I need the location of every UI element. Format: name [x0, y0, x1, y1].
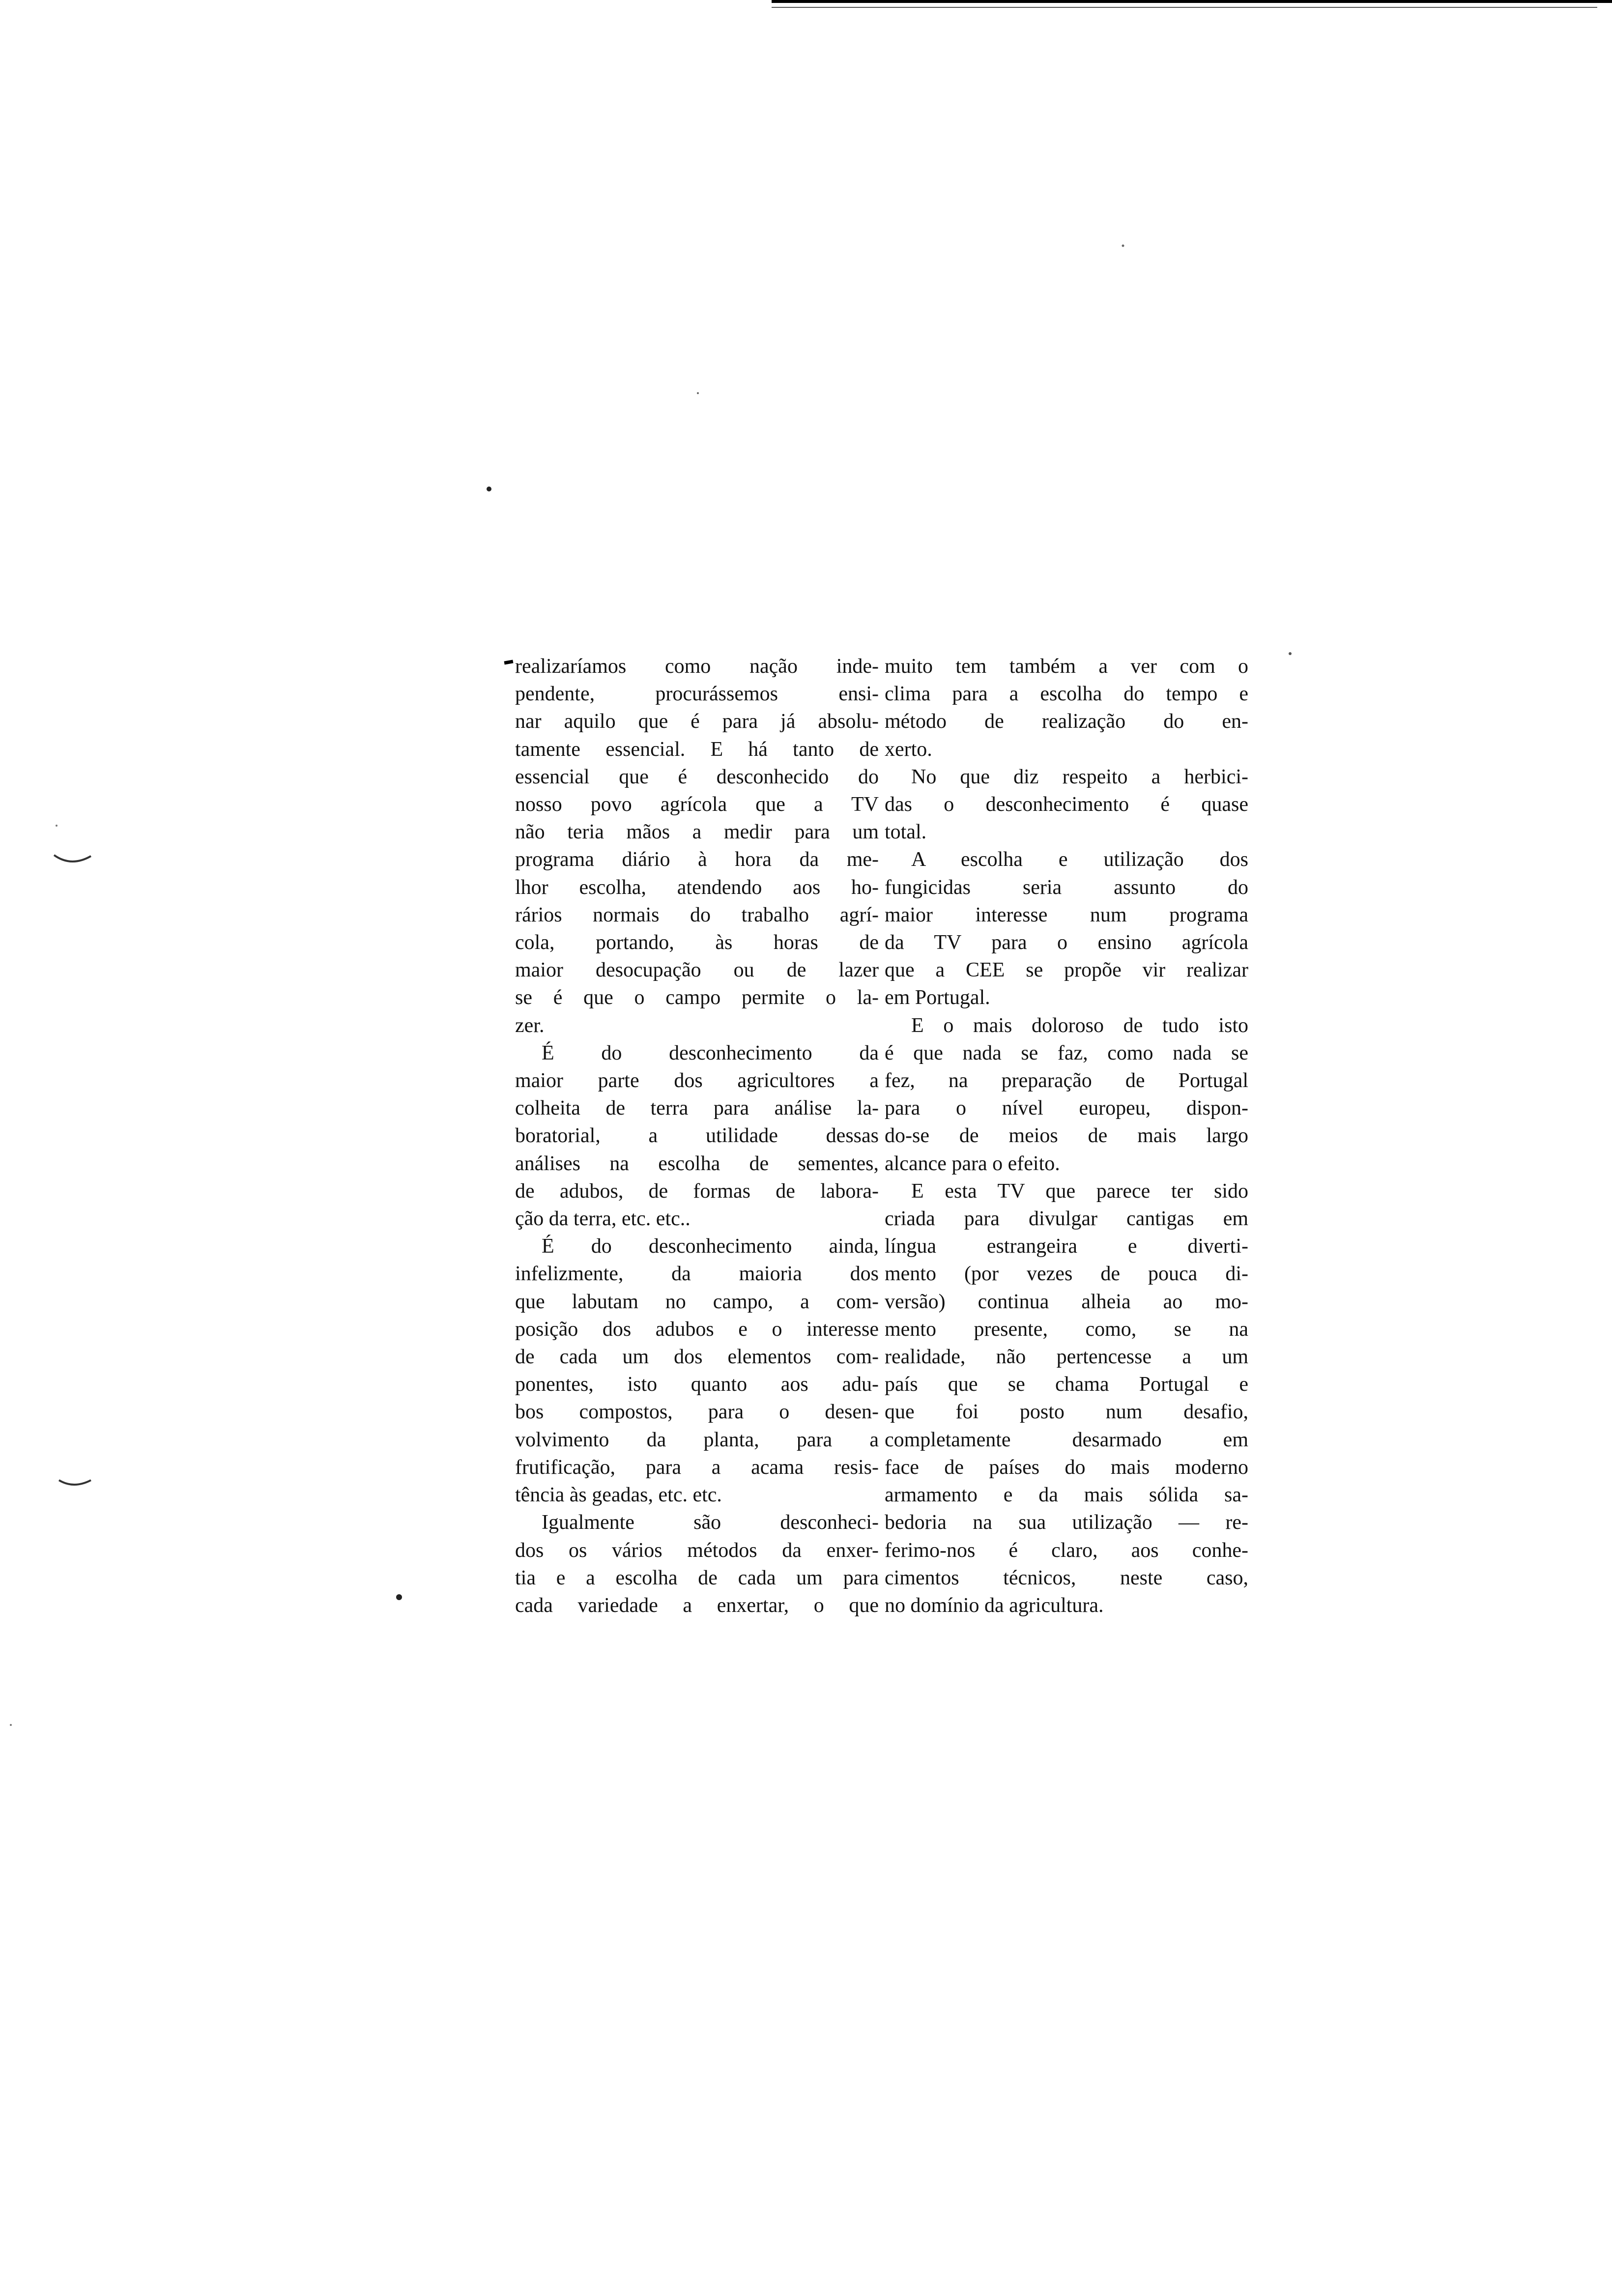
text-line: completamente desarmado em [885, 1428, 1248, 1451]
text-line: clima para a escolha do tempo e [885, 683, 1248, 706]
text-line: É do desconhecimento da [542, 1041, 879, 1064]
text-line: programa diário à hora da me- [515, 848, 879, 871]
scan-mark [54, 855, 91, 861]
text-line: do-se de meios de mais largo [885, 1124, 1248, 1148]
text-line: essencial que é desconhecido do [515, 765, 879, 788]
text-line: tamente essencial. E há tanto de [515, 738, 879, 761]
scan-speck [1289, 652, 1292, 655]
scan-speck [1122, 245, 1124, 247]
text-line: método de realização do en- [885, 710, 1248, 733]
scan-speck [487, 487, 491, 491]
text-line: realidade, não pertencesse a um [885, 1346, 1248, 1369]
scan-speck [56, 825, 58, 827]
text-line: A escolha e utilização dos [911, 848, 1248, 871]
text-line: lhor escolha, atendendo aos ho- [515, 876, 879, 899]
text-line: fungicidas seria assunto do [885, 876, 1248, 899]
text-line: ponentes, isto quanto aos adu- [515, 1373, 879, 1396]
text-line: total. [885, 821, 927, 844]
text-line: das o desconhecimento é quase [885, 793, 1248, 816]
text-line: de cada um dos elementos com- [515, 1346, 879, 1369]
text-line: cola, portando, às horas de [515, 931, 879, 954]
text-line: versão) continua alheia ao mo- [885, 1290, 1248, 1313]
article-column-left [515, 653, 879, 1619]
text-line: maior interesse num programa [885, 903, 1248, 926]
text-line: nar aquilo que é para já absolu- [515, 710, 879, 733]
text-line: ção da terra, etc. etc.. [515, 1207, 691, 1231]
text-line: infelizmente, da maioria dos [515, 1263, 879, 1286]
text-line: língua estrangeira e diverti- [885, 1235, 1248, 1258]
text-line: que labutam no campo, a com- [515, 1290, 879, 1313]
text-line: posição dos adubos e o interesse [515, 1318, 879, 1341]
text-line: ferimo-nos é claro, aos conhe- [885, 1539, 1248, 1562]
scan-speck [396, 1594, 402, 1600]
text-line: cada variedade a enxertar, o que [515, 1594, 879, 1617]
text-line: rários normais do trabalho agrí- [515, 903, 879, 926]
text-line: no domínio da agricultura. [885, 1594, 1104, 1617]
text-line: é que nada se faz, como nada se [885, 1041, 1248, 1064]
text-line: maior parte dos agricultores a [515, 1069, 879, 1092]
text-line: análises na escolha de sementes, [515, 1152, 879, 1175]
text-line: alcance para o efeito. [885, 1152, 1060, 1175]
text-line: frutificação, para a acama resis- [515, 1456, 879, 1479]
text-line: E o mais doloroso de tudo isto [911, 1014, 1248, 1037]
text-line: volvimento da planta, para a [515, 1428, 879, 1451]
text-line: maior desocupação ou de lazer [515, 959, 879, 982]
text-line: cimentos técnicos, neste caso, [885, 1566, 1248, 1589]
text-line: zer. [515, 1014, 545, 1037]
text-line: não teria mãos a medir para um [515, 821, 879, 844]
text-line: muito tem também a ver com o [885, 655, 1248, 678]
text-line: tência às geadas, etc. etc. [515, 1484, 722, 1507]
text-line: nosso povo agrícola que a TV [515, 793, 879, 816]
scan-speck [697, 392, 699, 394]
text-line: xerto. [885, 738, 932, 761]
text-line: Igualmente são desconheci- [542, 1511, 879, 1534]
text-line: de adubos, de formas de labora- [515, 1179, 879, 1203]
text-line: pendente, procurássemos ensi- [515, 683, 879, 706]
scan-speck [10, 1724, 12, 1726]
text-line: para o nível europeu, dispon- [885, 1097, 1248, 1120]
text-line: colheita de terra para análise la- [515, 1097, 879, 1120]
scan-mark [59, 1480, 91, 1485]
text-line: E esta TV que parece ter sido [911, 1179, 1248, 1203]
text-line: É do desconhecimento ainda, [542, 1235, 879, 1258]
text-line: bos compostos, para o desen- [515, 1401, 879, 1424]
text-line: mento presente, como, se na [885, 1318, 1248, 1341]
text-line: bedoria na sua utilização — re- [885, 1511, 1248, 1534]
text-line: criada para divulgar cantigas em [885, 1207, 1248, 1231]
text-line: mento (por vezes de pouca di- [885, 1263, 1248, 1286]
text-line: boratorial, a utilidade dessas [515, 1124, 879, 1148]
text-line: se é que o campo permite o la- [515, 986, 879, 1009]
text-line: No que diz respeito a herbici- [911, 765, 1248, 788]
text-line: país que se chama Portugal e [885, 1373, 1248, 1396]
text-line: dos os vários métodos da enxer- [515, 1539, 879, 1562]
text-line: realizaríamos como nação inde- [515, 655, 879, 678]
text-line: tia e a escolha de cada um para [515, 1566, 879, 1589]
text-line: da TV para o ensino agrícola [885, 931, 1248, 954]
article-column-right [885, 653, 1248, 1619]
text-line: fez, na preparação de Portugal [885, 1069, 1248, 1092]
text-line: que a CEE se propõe vir realizar [885, 959, 1248, 982]
text-line: face de países do mais moderno [885, 1456, 1248, 1479]
text-line: em Portugal. [885, 986, 990, 1009]
text-line: que foi posto num desafio, [885, 1401, 1248, 1424]
text-line: armamento e da mais sólida sa- [885, 1484, 1248, 1507]
